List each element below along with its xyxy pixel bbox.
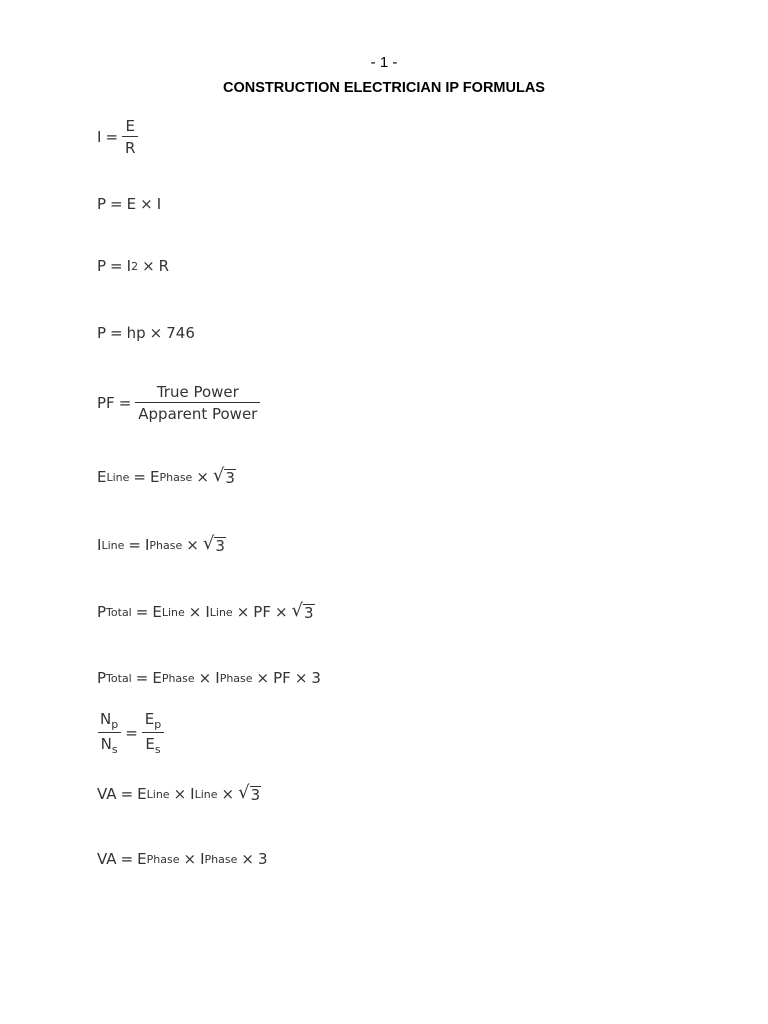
term: I (156, 195, 162, 213)
square-root (202, 533, 226, 555)
formula-power-ei (97, 195, 161, 213)
formula-lhs: E (97, 468, 107, 486)
times-sign: × (221, 785, 235, 803)
formula-va-line (97, 782, 261, 804)
page-number: - 1 - (370, 54, 398, 71)
formula-total-power-line (97, 600, 315, 622)
equals-sign: = (118, 394, 132, 412)
term: I (205, 603, 210, 621)
formula-lhs: I (97, 536, 102, 554)
numerator: True Power (156, 383, 239, 401)
exponent: 2 (131, 259, 139, 273)
subscript: Phase (159, 470, 193, 484)
term: I (215, 669, 220, 687)
term: E (137, 850, 147, 868)
formula-lhs: I (97, 128, 102, 146)
term: 3 (311, 669, 321, 687)
formula-lhs: VA (97, 850, 117, 868)
term: N (100, 735, 112, 753)
denominator (142, 732, 163, 756)
subscript: Phase (146, 852, 180, 866)
term: E (144, 710, 155, 728)
times-sign: × (188, 603, 202, 621)
subscript: Line (194, 787, 218, 801)
term: I (126, 257, 132, 275)
formula-horsepower (97, 324, 195, 342)
term: E (145, 735, 155, 753)
denominator: R (122, 136, 138, 157)
formula-lhs: P (97, 324, 107, 342)
times-sign: × (196, 468, 209, 486)
fraction (135, 383, 260, 423)
subscript: s (111, 743, 118, 756)
radical-sign: √ (202, 533, 215, 554)
formula-power-factor (97, 383, 260, 423)
radicand: 3 (304, 603, 314, 622)
radical-sign: √ (212, 465, 225, 486)
times-sign: × (186, 536, 199, 554)
radicand: 3 (225, 468, 235, 487)
subscript: Total (106, 605, 132, 619)
formula-lhs: VA (97, 785, 117, 803)
fraction (142, 710, 164, 756)
equals-sign: = (133, 468, 146, 486)
radicand: 3 (215, 536, 225, 555)
square-root (212, 465, 236, 487)
fraction (97, 710, 121, 756)
subscript: Line (101, 538, 125, 552)
denominator (98, 732, 121, 756)
equals-sign: = (135, 603, 149, 621)
subscript: Phase (204, 852, 238, 866)
times-sign: × (236, 603, 250, 621)
times-sign: × (294, 669, 308, 687)
times-sign: × (241, 850, 254, 868)
subscript: s (154, 743, 161, 756)
times-sign: × (198, 669, 212, 687)
term: I (190, 785, 195, 803)
term: E (137, 785, 147, 803)
term: E (150, 468, 160, 486)
equals-sign: = (110, 195, 123, 213)
subscript: Line (146, 787, 170, 801)
formula-va-phase (97, 850, 268, 868)
term: N (100, 710, 112, 728)
numerator (142, 710, 164, 732)
equals-sign: = (110, 257, 123, 275)
subscript: p (111, 718, 119, 731)
subscript: Phase (161, 671, 195, 685)
times-sign: × (274, 603, 288, 621)
term: R (158, 257, 170, 275)
subscript: Phase (149, 538, 183, 552)
times-sign: × (140, 195, 153, 213)
term: PF (273, 669, 291, 687)
subscript: Phase (219, 671, 253, 685)
equals-sign: = (105, 128, 119, 146)
times-sign: × (183, 850, 197, 868)
formula-ohms-law (97, 117, 138, 157)
term: I (144, 536, 150, 554)
term: 3 (257, 850, 268, 868)
numerator: E (125, 117, 135, 135)
term: PF (253, 603, 271, 621)
subscript: p (154, 718, 162, 731)
formula-lhs: P (97, 669, 107, 687)
term: E (152, 669, 162, 687)
fraction (122, 117, 138, 157)
numerator (97, 710, 121, 732)
term: 746 (166, 324, 195, 342)
square-root (291, 600, 315, 622)
times-sign: × (142, 257, 155, 275)
formula-transformer-ratio (97, 710, 164, 756)
formula-lhs: P (97, 603, 107, 621)
radicand: 3 (250, 785, 261, 804)
formula-line-voltage (97, 465, 236, 487)
subscript: Line (209, 605, 233, 619)
square-root (238, 782, 261, 804)
denominator: Apparent Power (135, 402, 260, 423)
term: I (200, 850, 205, 868)
formula-lhs: P (97, 195, 107, 213)
term: hp (126, 324, 146, 342)
term: E (126, 195, 137, 213)
formula-line-current (97, 533, 226, 555)
subscript: Line (161, 605, 185, 619)
subscript: Total (106, 671, 132, 685)
document-title: CONSTRUCTION ELECTRICIAN IP FORMULAS (223, 80, 545, 96)
equals-sign: = (128, 536, 141, 554)
equals-sign: = (135, 669, 149, 687)
formula-lhs: PF (97, 394, 115, 412)
equals-sign: = (120, 850, 134, 868)
equals-sign: = (110, 324, 123, 342)
subscript: Line (106, 470, 130, 484)
radical-sign: √ (238, 782, 250, 803)
radical-sign: √ (291, 600, 304, 621)
formula-power-i2r (97, 257, 169, 275)
times-sign: × (256, 669, 270, 687)
term: E (152, 603, 162, 621)
times-sign: × (173, 785, 187, 803)
equals-sign: = (120, 785, 134, 803)
times-sign: × (149, 324, 163, 342)
formula-total-power-phase (97, 669, 321, 687)
formula-lhs: P (97, 257, 107, 275)
equals-sign: = (125, 724, 138, 742)
